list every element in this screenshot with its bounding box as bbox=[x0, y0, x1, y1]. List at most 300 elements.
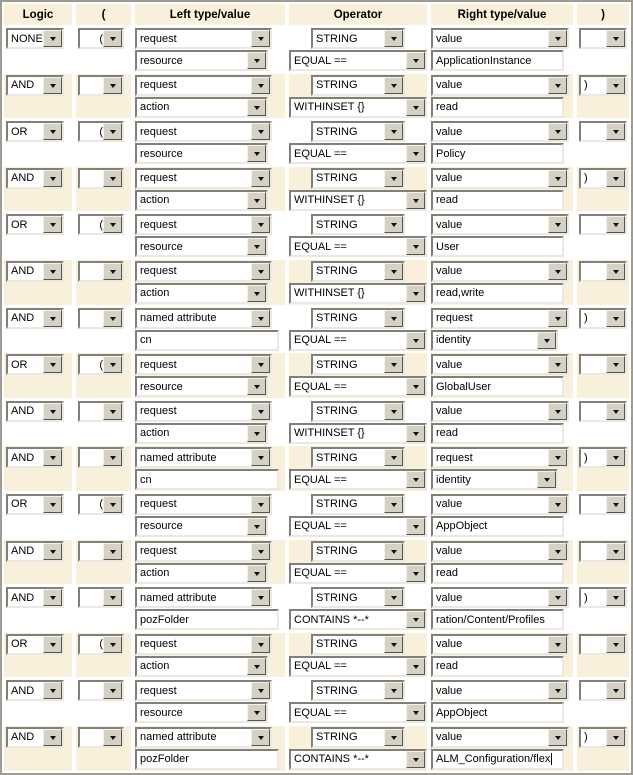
left-type-value-cell bbox=[135, 213, 285, 258]
dropdown-arrow-icon bbox=[384, 543, 403, 560]
logic-cell bbox=[4, 586, 72, 631]
dropdown-arrow-icon bbox=[384, 77, 403, 94]
dropdown-arrow-icon bbox=[548, 729, 567, 746]
dropdown-arrow-icon bbox=[384, 123, 403, 140]
dropdown-arrow-icon bbox=[43, 216, 62, 233]
operator-type-select[interactable]: STRING bbox=[311, 308, 405, 329]
open-paren-cell bbox=[76, 213, 131, 258]
left-type-select[interactable]: named attribute bbox=[135, 447, 272, 468]
right-type-value-cell bbox=[431, 679, 573, 724]
close-paren-select[interactable] bbox=[579, 214, 627, 235]
right-value-control[interactable]: identity bbox=[431, 330, 558, 351]
dropdown-arrow-icon bbox=[548, 216, 567, 233]
dropdown-arrow-icon bbox=[606, 496, 625, 513]
close-paren-select[interactable]: ) bbox=[579, 727, 627, 748]
left-type-select[interactable]: named attribute bbox=[135, 727, 272, 748]
left-value-control[interactable]: action bbox=[135, 563, 268, 584]
dropdown-arrow-icon bbox=[384, 263, 403, 280]
operator-select[interactable]: EQUAL == bbox=[289, 330, 427, 351]
operator-select[interactable]: WITHINSET {} bbox=[289, 97, 427, 118]
left-type-select[interactable]: request bbox=[135, 75, 272, 96]
open-paren-select[interactable]: ( bbox=[78, 634, 124, 655]
dropdown-arrow-icon bbox=[384, 216, 403, 233]
left-value-control[interactable]: cn bbox=[135, 330, 279, 351]
dropdown-arrow-icon bbox=[43, 682, 62, 699]
logic-cell bbox=[4, 679, 72, 724]
close-paren-select[interactable] bbox=[579, 541, 627, 562]
dropdown-arrow-icon bbox=[406, 425, 425, 442]
right-type-value-cell bbox=[431, 120, 573, 165]
close-paren-cell bbox=[577, 633, 629, 678]
logic-select[interactable]: NONE bbox=[6, 28, 64, 49]
operator-select[interactable]: EQUAL == bbox=[289, 563, 427, 584]
dropdown-arrow-icon bbox=[247, 565, 266, 582]
dropdown-arrow-icon bbox=[251, 30, 270, 47]
dropdown-arrow-icon bbox=[406, 332, 425, 349]
logic-select[interactable]: AND bbox=[6, 75, 64, 96]
dropdown-arrow-icon bbox=[103, 356, 122, 373]
operator-select[interactable]: EQUAL == bbox=[289, 236, 427, 257]
open-paren-select[interactable]: ( bbox=[78, 121, 124, 142]
right-type-value-cell bbox=[431, 400, 573, 445]
left-value-control[interactable]: resource bbox=[135, 50, 268, 71]
dropdown-arrow-icon bbox=[606, 636, 625, 653]
operator-type-select[interactable]: STRING bbox=[311, 121, 405, 142]
close-paren-select[interactable] bbox=[579, 354, 627, 375]
close-paren-select[interactable] bbox=[579, 261, 627, 282]
left-type-value-cell bbox=[135, 586, 285, 631]
dropdown-arrow-icon bbox=[43, 403, 62, 420]
dropdown-arrow-icon bbox=[548, 496, 567, 513]
left-value-control[interactable]: action bbox=[135, 423, 268, 444]
operator-cell bbox=[289, 74, 427, 119]
left-value-control[interactable]: pozFolder bbox=[135, 749, 279, 770]
close-paren-cell bbox=[577, 353, 629, 398]
dropdown-arrow-icon bbox=[606, 263, 625, 280]
dropdown-arrow-icon bbox=[606, 403, 625, 420]
left-type-select[interactable]: request bbox=[135, 680, 272, 701]
logic-select[interactable]: AND bbox=[6, 680, 64, 701]
dropdown-arrow-icon bbox=[251, 263, 270, 280]
dropdown-arrow-icon bbox=[43, 496, 62, 513]
operator-select[interactable]: WITHINSET {} bbox=[289, 190, 427, 211]
dropdown-arrow-icon bbox=[384, 496, 403, 513]
dropdown-arrow-icon bbox=[537, 332, 556, 349]
close-paren-select[interactable]: ) bbox=[579, 447, 627, 468]
logic-select[interactable]: AND bbox=[6, 727, 64, 748]
open-paren-select[interactable] bbox=[78, 587, 124, 608]
logic-cell bbox=[4, 400, 72, 445]
operator-cell bbox=[289, 307, 427, 352]
left-value-control[interactable]: resource bbox=[135, 236, 268, 257]
logic-cell bbox=[4, 167, 72, 212]
right-type-value-cell bbox=[431, 493, 573, 538]
close-paren-cell bbox=[577, 167, 629, 212]
open-paren-cell bbox=[76, 120, 131, 165]
left-value-control[interactable]: action bbox=[135, 283, 268, 304]
dropdown-arrow-icon bbox=[384, 356, 403, 373]
dropdown-arrow-icon bbox=[103, 123, 122, 140]
logic-select[interactable]: AND bbox=[6, 261, 64, 282]
right-type-select[interactable]: request bbox=[431, 308, 569, 329]
column-header-open-paren: ( bbox=[76, 4, 131, 25]
open-paren-select[interactable] bbox=[78, 447, 124, 468]
operator-type-select[interactable]: STRING bbox=[311, 634, 405, 655]
left-type-select[interactable]: request bbox=[135, 28, 272, 49]
dropdown-arrow-icon bbox=[251, 77, 270, 94]
operator-cell bbox=[289, 493, 427, 538]
close-paren-select[interactable] bbox=[579, 680, 627, 701]
open-paren-select[interactable]: ( bbox=[78, 494, 124, 515]
left-type-select[interactable]: request bbox=[135, 214, 272, 235]
dropdown-arrow-icon bbox=[247, 285, 266, 302]
operator-cell bbox=[289, 27, 427, 72]
right-value-control[interactable]: read bbox=[431, 97, 564, 118]
logic-cell bbox=[4, 540, 72, 585]
logic-select[interactable]: AND bbox=[6, 308, 64, 329]
logic-cell bbox=[4, 633, 72, 678]
right-type-value-cell bbox=[431, 27, 573, 72]
logic-select[interactable]: AND bbox=[6, 541, 64, 562]
operator-select[interactable]: WITHINSET {} bbox=[289, 283, 427, 304]
left-value-control[interactable]: action bbox=[135, 97, 268, 118]
operator-select[interactable]: CONTAINS *--* bbox=[289, 749, 427, 770]
operator-select[interactable]: CONTAINS *--* bbox=[289, 609, 427, 630]
close-paren-select[interactable]: ) bbox=[579, 308, 627, 329]
logic-select[interactable]: OR bbox=[6, 214, 64, 235]
operator-type-select[interactable]: STRING bbox=[311, 354, 405, 375]
left-value-control[interactable]: pozFolder bbox=[135, 609, 279, 630]
right-value-control[interactable]: read bbox=[431, 563, 564, 584]
dropdown-arrow-icon bbox=[406, 192, 425, 209]
dropdown-arrow-icon bbox=[103, 543, 122, 560]
right-value-control[interactable]: User bbox=[431, 236, 564, 257]
right-type-select[interactable]: value bbox=[431, 121, 569, 142]
right-value-control[interactable]: AppObject bbox=[431, 516, 564, 537]
right-type-select[interactable]: value bbox=[431, 401, 569, 422]
dropdown-arrow-icon bbox=[384, 589, 403, 606]
right-value-control[interactable]: AppObject bbox=[431, 702, 564, 723]
dropdown-arrow-icon bbox=[103, 170, 122, 187]
logic-select[interactable]: AND bbox=[6, 168, 64, 189]
left-value-control[interactable]: resource bbox=[135, 702, 268, 723]
dropdown-arrow-icon bbox=[384, 30, 403, 47]
dropdown-arrow-icon bbox=[43, 729, 62, 746]
dropdown-arrow-icon bbox=[247, 238, 266, 255]
operator-type-select[interactable]: STRING bbox=[311, 261, 405, 282]
column-header-logic: Logic bbox=[4, 4, 72, 25]
open-paren-select[interactable] bbox=[78, 680, 124, 701]
right-type-value-cell bbox=[431, 307, 573, 352]
left-type-select[interactable]: named attribute bbox=[135, 308, 272, 329]
open-paren-cell bbox=[76, 633, 131, 678]
close-paren-select[interactable] bbox=[579, 494, 627, 515]
logic-select[interactable]: OR bbox=[6, 354, 64, 375]
dropdown-arrow-icon bbox=[103, 403, 122, 420]
column-header-left-type-value: Left type/value bbox=[135, 4, 285, 25]
dropdown-arrow-icon bbox=[606, 170, 625, 187]
right-type-select[interactable]: value bbox=[431, 634, 569, 655]
open-paren-cell bbox=[76, 74, 131, 119]
left-type-value-cell bbox=[135, 493, 285, 538]
logic-select[interactable]: OR bbox=[6, 634, 64, 655]
operator-type-select[interactable]: STRING bbox=[311, 494, 405, 515]
open-paren-select[interactable]: ( bbox=[78, 354, 124, 375]
dropdown-arrow-icon bbox=[247, 518, 266, 535]
dropdown-arrow-icon bbox=[548, 263, 567, 280]
logic-select[interactable]: AND bbox=[6, 447, 64, 468]
left-type-select[interactable]: request bbox=[135, 354, 272, 375]
open-paren-select[interactable]: ( bbox=[78, 28, 124, 49]
dropdown-arrow-icon bbox=[548, 636, 567, 653]
dropdown-arrow-icon bbox=[251, 310, 270, 327]
open-paren-cell bbox=[76, 27, 131, 72]
operator-type-select[interactable]: STRING bbox=[311, 680, 405, 701]
right-type-value-cell bbox=[431, 633, 573, 678]
dropdown-arrow-icon bbox=[406, 378, 425, 395]
dropdown-arrow-icon bbox=[103, 729, 122, 746]
left-type-value-cell bbox=[135, 633, 285, 678]
dropdown-arrow-icon bbox=[103, 636, 122, 653]
dropdown-arrow-icon bbox=[406, 238, 425, 255]
logic-select[interactable]: AND bbox=[6, 587, 64, 608]
dropdown-arrow-icon bbox=[247, 99, 266, 116]
right-type-select[interactable]: value bbox=[431, 75, 569, 96]
dropdown-arrow-icon bbox=[548, 403, 567, 420]
right-value-control[interactable]: ration/Content/Profiles bbox=[431, 609, 564, 630]
operator-select[interactable]: EQUAL == bbox=[289, 702, 427, 723]
right-type-select[interactable]: value bbox=[431, 494, 569, 515]
left-value-control[interactable]: action bbox=[135, 656, 268, 677]
dropdown-arrow-icon bbox=[406, 565, 425, 582]
logic-cell bbox=[4, 120, 72, 165]
operator-select[interactable]: EQUAL == bbox=[289, 376, 427, 397]
open-paren-cell bbox=[76, 400, 131, 445]
right-value-control[interactable]: identity bbox=[431, 469, 558, 490]
operator-select[interactable]: EQUAL == bbox=[289, 656, 427, 677]
open-paren-select[interactable] bbox=[78, 75, 124, 96]
open-paren-cell bbox=[76, 726, 131, 771]
operator-cell bbox=[289, 260, 427, 305]
operator-type-select[interactable]: STRING bbox=[311, 587, 405, 608]
dropdown-arrow-icon bbox=[606, 77, 625, 94]
right-value-control[interactable]: read bbox=[431, 190, 564, 211]
dropdown-arrow-icon bbox=[406, 704, 425, 721]
open-paren-select[interactable] bbox=[78, 168, 124, 189]
dropdown-arrow-icon bbox=[606, 356, 625, 373]
close-paren-select[interactable] bbox=[579, 121, 627, 142]
left-value-control[interactable]: resource bbox=[135, 376, 268, 397]
right-type-value-cell bbox=[431, 586, 573, 631]
dropdown-arrow-icon bbox=[251, 123, 270, 140]
dropdown-arrow-icon bbox=[606, 729, 625, 746]
logic-cell bbox=[4, 353, 72, 398]
column-header-right-type-value: Right type/value bbox=[431, 4, 573, 25]
operator-type-select[interactable]: STRING bbox=[311, 401, 405, 422]
logic-cell bbox=[4, 213, 72, 258]
dropdown-arrow-icon bbox=[548, 30, 567, 47]
operator-type-select[interactable]: STRING bbox=[311, 28, 405, 49]
left-type-value-cell bbox=[135, 446, 285, 491]
close-paren-select[interactable]: ) bbox=[579, 75, 627, 96]
operator-select[interactable]: EQUAL == bbox=[289, 469, 427, 490]
right-type-select[interactable]: value bbox=[431, 214, 569, 235]
right-type-select[interactable]: value bbox=[431, 28, 569, 49]
dropdown-arrow-icon bbox=[103, 449, 122, 466]
open-paren-cell bbox=[76, 540, 131, 585]
left-type-select[interactable]: request bbox=[135, 168, 272, 189]
dropdown-arrow-icon bbox=[251, 356, 270, 373]
left-type-select[interactable]: request bbox=[135, 541, 272, 562]
dropdown-arrow-icon bbox=[103, 496, 122, 513]
dropdown-arrow-icon bbox=[548, 682, 567, 699]
dropdown-arrow-icon bbox=[251, 170, 270, 187]
dropdown-arrow-icon bbox=[43, 123, 62, 140]
operator-type-select[interactable]: STRING bbox=[311, 214, 405, 235]
column-header-close-paren: ) bbox=[577, 4, 629, 25]
right-type-select[interactable]: value bbox=[431, 261, 569, 282]
left-type-value-cell bbox=[135, 167, 285, 212]
dropdown-arrow-icon bbox=[251, 589, 270, 606]
dropdown-arrow-icon bbox=[247, 192, 266, 209]
left-value-control[interactable]: cn bbox=[135, 469, 279, 490]
operator-type-select[interactable]: STRING bbox=[311, 75, 405, 96]
dropdown-arrow-icon bbox=[43, 30, 62, 47]
left-value-control[interactable]: resource bbox=[135, 143, 268, 164]
right-type-select[interactable]: request bbox=[431, 447, 569, 468]
operator-select[interactable]: EQUAL == bbox=[289, 143, 427, 164]
operator-cell bbox=[289, 167, 427, 212]
open-paren-select[interactable] bbox=[78, 261, 124, 282]
open-paren-cell bbox=[76, 353, 131, 398]
dropdown-arrow-icon bbox=[251, 682, 270, 699]
dropdown-arrow-icon bbox=[548, 123, 567, 140]
logic-select[interactable]: AND bbox=[6, 401, 64, 422]
left-type-value-cell bbox=[135, 726, 285, 771]
logic-cell bbox=[4, 27, 72, 72]
right-type-select[interactable]: value bbox=[431, 587, 569, 608]
column-header-operator: Operator bbox=[289, 4, 427, 25]
open-paren-select[interactable]: ( bbox=[78, 214, 124, 235]
close-paren-cell bbox=[577, 213, 629, 258]
right-type-value-cell bbox=[431, 260, 573, 305]
dropdown-arrow-icon bbox=[103, 263, 122, 280]
dropdown-arrow-icon bbox=[384, 682, 403, 699]
right-value-control[interactable]: Policy bbox=[431, 143, 564, 164]
left-value-control[interactable]: action bbox=[135, 190, 268, 211]
left-type-value-cell bbox=[135, 120, 285, 165]
dropdown-arrow-icon bbox=[247, 145, 266, 162]
operator-cell bbox=[289, 400, 427, 445]
close-paren-select[interactable] bbox=[579, 28, 627, 49]
dropdown-arrow-icon bbox=[406, 611, 425, 628]
dropdown-arrow-icon bbox=[384, 636, 403, 653]
dropdown-arrow-icon bbox=[43, 589, 62, 606]
operator-select[interactable]: EQUAL == bbox=[289, 50, 427, 71]
dropdown-arrow-icon bbox=[406, 145, 425, 162]
dropdown-arrow-icon bbox=[606, 589, 625, 606]
dropdown-arrow-icon bbox=[251, 496, 270, 513]
left-value-control[interactable]: resource bbox=[135, 516, 268, 537]
dropdown-arrow-icon bbox=[406, 99, 425, 116]
close-paren-cell bbox=[577, 307, 629, 352]
logic-select[interactable]: OR bbox=[6, 494, 64, 515]
logic-cell bbox=[4, 446, 72, 491]
right-value-control[interactable]: read bbox=[431, 423, 564, 444]
open-paren-cell bbox=[76, 679, 131, 724]
left-type-select[interactable]: request bbox=[135, 634, 272, 655]
left-type-select[interactable]: request bbox=[135, 494, 272, 515]
right-value-control[interactable]: ApplicationInstance bbox=[431, 50, 564, 71]
dropdown-arrow-icon bbox=[43, 263, 62, 280]
open-paren-select[interactable] bbox=[78, 308, 124, 329]
operator-type-select[interactable]: STRING bbox=[311, 447, 405, 468]
dropdown-arrow-icon bbox=[406, 658, 425, 675]
right-value-control[interactable]: read,write bbox=[431, 283, 564, 304]
dropdown-arrow-icon bbox=[251, 729, 270, 746]
open-paren-select[interactable] bbox=[78, 541, 124, 562]
logic-cell bbox=[4, 260, 72, 305]
logic-select[interactable]: OR bbox=[6, 121, 64, 142]
dropdown-arrow-icon bbox=[406, 518, 425, 535]
close-paren-select[interactable]: ) bbox=[579, 168, 627, 189]
right-value-control[interactable]: ALM_Configuration/flex bbox=[431, 749, 564, 770]
dropdown-arrow-icon bbox=[43, 636, 62, 653]
right-type-select[interactable]: value bbox=[431, 354, 569, 375]
dropdown-arrow-icon bbox=[606, 123, 625, 140]
right-type-select[interactable]: value bbox=[431, 168, 569, 189]
operator-cell bbox=[289, 586, 427, 631]
dropdown-arrow-icon bbox=[247, 658, 266, 675]
dropdown-arrow-icon bbox=[406, 471, 425, 488]
dropdown-arrow-icon bbox=[548, 310, 567, 327]
dropdown-arrow-icon bbox=[103, 682, 122, 699]
right-type-select[interactable]: value bbox=[431, 541, 569, 562]
left-type-value-cell bbox=[135, 260, 285, 305]
open-paren-select[interactable] bbox=[78, 401, 124, 422]
logic-cell bbox=[4, 726, 72, 771]
close-paren-cell bbox=[577, 260, 629, 305]
dropdown-arrow-icon bbox=[406, 751, 425, 768]
close-paren-select[interactable]: ) bbox=[579, 587, 627, 608]
left-type-value-cell bbox=[135, 540, 285, 585]
left-type-select[interactable]: named attribute bbox=[135, 587, 272, 608]
close-paren-cell bbox=[577, 540, 629, 585]
open-paren-cell bbox=[76, 493, 131, 538]
dropdown-arrow-icon bbox=[103, 30, 122, 47]
dropdown-arrow-icon bbox=[606, 682, 625, 699]
operator-type-select[interactable]: STRING bbox=[311, 541, 405, 562]
logic-cell bbox=[4, 74, 72, 119]
right-type-value-cell bbox=[431, 167, 573, 212]
operator-select[interactable]: WITHINSET {} bbox=[289, 423, 427, 444]
open-paren-cell bbox=[76, 446, 131, 491]
left-type-select[interactable]: request bbox=[135, 401, 272, 422]
right-type-select[interactable]: value bbox=[431, 727, 569, 748]
close-paren-select[interactable] bbox=[579, 401, 627, 422]
close-paren-select[interactable] bbox=[579, 634, 627, 655]
dropdown-arrow-icon bbox=[548, 170, 567, 187]
left-type-select[interactable]: request bbox=[135, 121, 272, 142]
right-value-control[interactable]: read bbox=[431, 656, 564, 677]
operator-type-select[interactable]: STRING bbox=[311, 727, 405, 748]
right-type-select[interactable]: value bbox=[431, 680, 569, 701]
right-value-control[interactable]: GlobalUser bbox=[431, 376, 564, 397]
open-paren-select[interactable] bbox=[78, 727, 124, 748]
left-type-select[interactable]: request bbox=[135, 261, 272, 282]
operator-select[interactable]: EQUAL == bbox=[289, 516, 427, 537]
operator-type-select[interactable]: STRING bbox=[311, 168, 405, 189]
